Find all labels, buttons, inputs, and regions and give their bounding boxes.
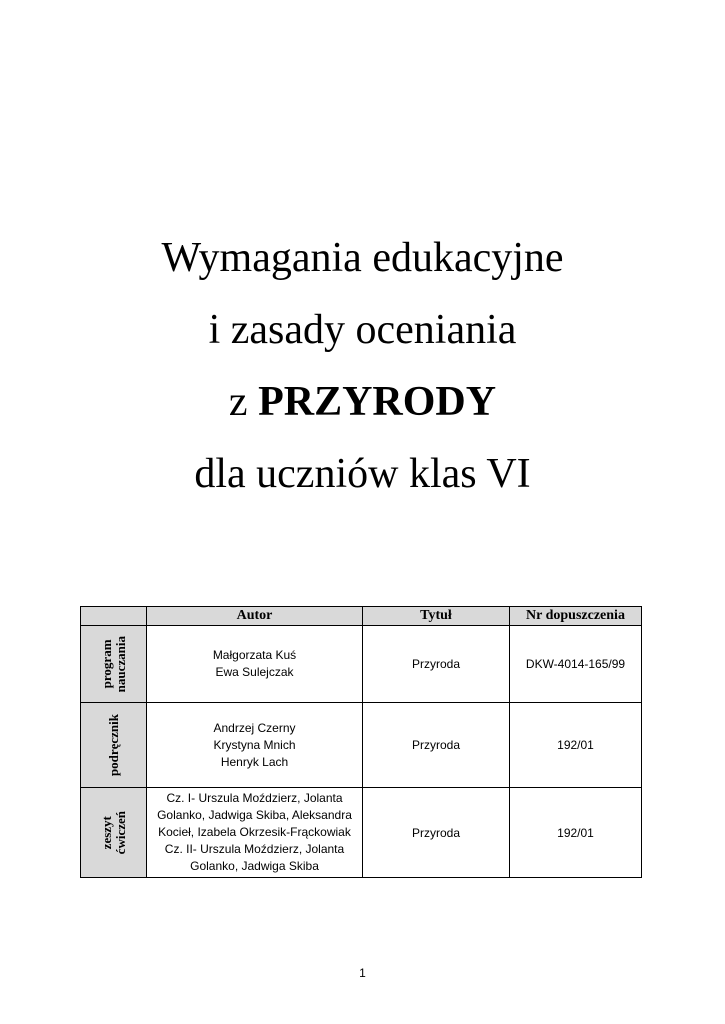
header-corner <box>81 607 147 626</box>
author-line: Golanko, Jadwiga Skiba <box>190 859 319 873</box>
row-label-line: podręcznik <box>105 713 121 777</box>
header-approval-number: Nr dopuszczenia <box>510 607 642 626</box>
table-row <box>81 703 642 788</box>
author-line: Henryk Lach <box>220 754 289 769</box>
author-cell <box>147 703 363 788</box>
title-line-2: i zasady oceniania <box>208 307 517 353</box>
row-label-line: ćwiczeń <box>112 810 128 855</box>
author-line: Małgorzata Kuś <box>212 648 297 662</box>
author-line: Golanko, Jadwiga Skiba, Aleksandra <box>157 808 352 822</box>
author-line: Cz. I- Urszula Moździerz, Jolanta <box>166 791 343 805</box>
number-cell: DKW-4014-165/99 <box>510 626 642 703</box>
materials-table <box>80 606 642 878</box>
author-line: Ewa Sulejczak <box>215 665 294 679</box>
title-line-1: Wymagania edukacyjne <box>161 235 564 281</box>
author-cell <box>147 788 363 878</box>
table-row <box>81 626 642 703</box>
title-cell: Przyroda <box>363 703 510 788</box>
title-line-3 <box>0 366 725 438</box>
title-line-4: dla uczniów klas VI <box>194 451 531 497</box>
row-label-line: zeszyt <box>98 815 114 850</box>
row-label <box>81 703 147 788</box>
row-label <box>81 788 147 878</box>
author-line: Krystyna Mnich <box>213 737 296 752</box>
header-title: Tytuł <box>363 607 510 626</box>
number-cell: 192/01 <box>510 703 642 788</box>
author-cell <box>147 626 363 703</box>
title-cell: Przyroda <box>363 788 510 878</box>
row-label-line: program <box>98 639 114 689</box>
table-header-row <box>81 607 642 626</box>
header-author: Autor <box>147 607 363 626</box>
author-line: Kocieł, Izabela Okrzesik-Frąckowiak <box>158 825 351 839</box>
page-number: 1 <box>359 966 366 980</box>
author-line: Cz. II- Urszula Moździerz, Jolanta <box>164 842 345 856</box>
subject-name: PRZYRODY <box>258 379 497 425</box>
table-row <box>81 788 642 878</box>
author-line: Andrzej Czerny <box>213 720 296 735</box>
row-label <box>81 626 147 703</box>
title-cell: Przyroda <box>363 626 510 703</box>
row-label-line: nauczania <box>112 635 128 693</box>
document-title <box>0 222 725 510</box>
number-cell: 192/01 <box>510 788 642 878</box>
title-line-3-prefix: z <box>228 379 248 425</box>
